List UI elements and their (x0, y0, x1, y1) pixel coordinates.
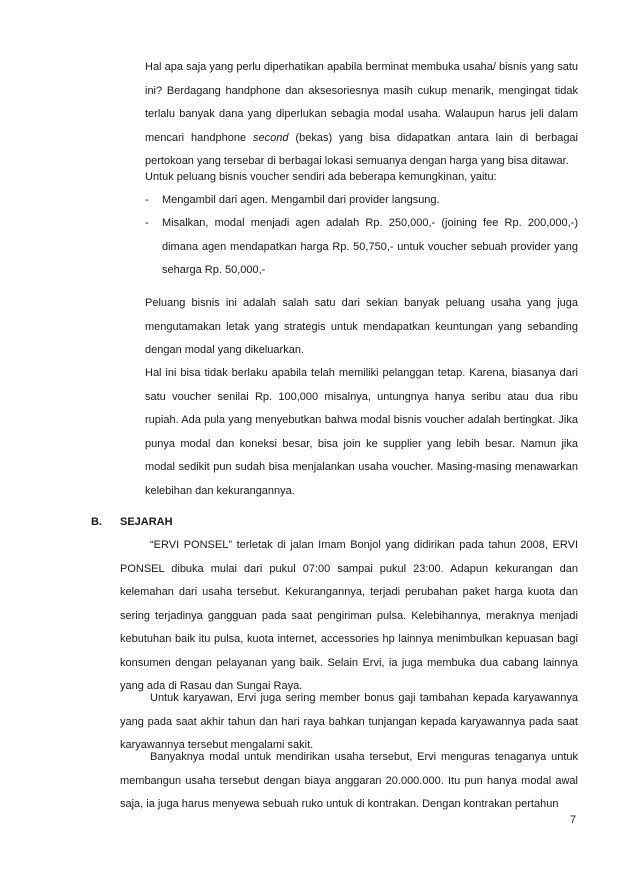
italic-term-second: second (253, 131, 289, 144)
paragraph-capital: Banyaknya modal untuk mendirikan usaha tersebut, Ervi menguras tenaganya untuk membangun usaha tersebut dengan biaya anggaran 20.000.000. Itu pun hanya modal awal saja, ia juga harus menyewa sebuah ruko untuk di kontrakan. Dengan kontrakan pertahun (120, 751, 578, 810)
bullet-item-2 (145, 212, 578, 283)
section-title: SEJARAH (120, 516, 173, 528)
bullet-text: Mengambil dari agen. Mengambil dari provider langsung. (162, 194, 440, 206)
bullet-text: Misalkan, modal menjadi agen adalah Rp. 250,000,- (joining fee Rp. 200,000,-) dimana agen mendapatkan harga Rp. 50,750,- untuk voucher sebuah provider yang seharga Rp. 50,000,- (162, 217, 578, 276)
paragraph-handphone-business (145, 56, 578, 174)
page-number: 7 (570, 814, 577, 826)
bullet-item-1 (145, 189, 578, 213)
paragraph-voucher-profit: Hal ini bisa tidak berlaku apabila telah memiliki pelanggan tetap. Karena, biasanya dari satu voucher senilai Rp. 100,000 misalnya, untungnya hanya seribu atau dua ribu rupiah. Ada pula yang menyebutkan bahwa modal bisnis voucher adalah bertingkat. Jika punya modal dan koneksi besar, bisa join ke supplier yang lebih besar. Namun jika modal sedikit pun sudah bisa menjalankan usaha voucher. Masing-masing menawarkan kelebihan dan kekurangannya. (145, 367, 578, 497)
bullet-marker: - (145, 217, 149, 229)
paragraph-employees: Untuk karyawan, Ervi juga sering member bonus gaji tambahan kepada karyawannya yang pada saat akhir tahun dan hari raya bahkan tunjangan kepada karyawannya pada saat karyawannya tersebut mengalami sakit. (120, 692, 578, 751)
bullet-marker: - (145, 194, 149, 206)
paragraph-text: Hal apa saja yang perlu diperhatikan apabila berminat membuka usaha/ bisnis yang satu ini? Berdagang handphone dan aksesoriesnya masih cukup menarik, mengingat tidak terlalu banyak dana yang diperlukan sebagia modal usaha. Walaupun harus jeli dalam mencari handphone (145, 61, 578, 144)
section-label: B. (91, 516, 102, 528)
paragraph-history: “ERVI PONSEL” terletak di jalan Imam Bonjol yang didirikan pada tahun 2008, ERVI PONSEL dibuka mulai dari pukul 07:00 sampai pukul 23:00. Adapun kekurangan dan kelemahan dari usaha tersebut. Kekurangannya, terjadi perubahan paket harga kuota dan sering terjadinya gangguan pada saat pengiriman pulsa. Kelebihannya, meraknya menjadi kebutuhan baik itu pulsa, kuota internet, accessories hp lainnya menimbulkan kepuasan bagi konsumen dengan pelayanan yang baik. Selain Ervi, ia juga membuka dua cabang lainnya yang ada di Rasau dan Sungai Raya. (120, 539, 578, 692)
paragraph-business-opportunity: Peluang bisnis ini adalah salah satu dari sekian banyak peluang usaha yang juga mengutamakan letak yang strategis untuk mendapatkan keuntungan yang sebanding dengan modal yang dikeluarkan. (145, 297, 578, 356)
paragraph-text-continued: (bekas) yang bisa didapatkan antara lain di berbagai pertokoan yang tersebar di berbagai lokasi semuanya dengan harga yang bisa ditawar. (145, 131, 578, 167)
paragraph-voucher-intro: Untuk peluang bisnis voucher sendiri ada beberapa kemungkinan, yaitu: (145, 171, 497, 183)
